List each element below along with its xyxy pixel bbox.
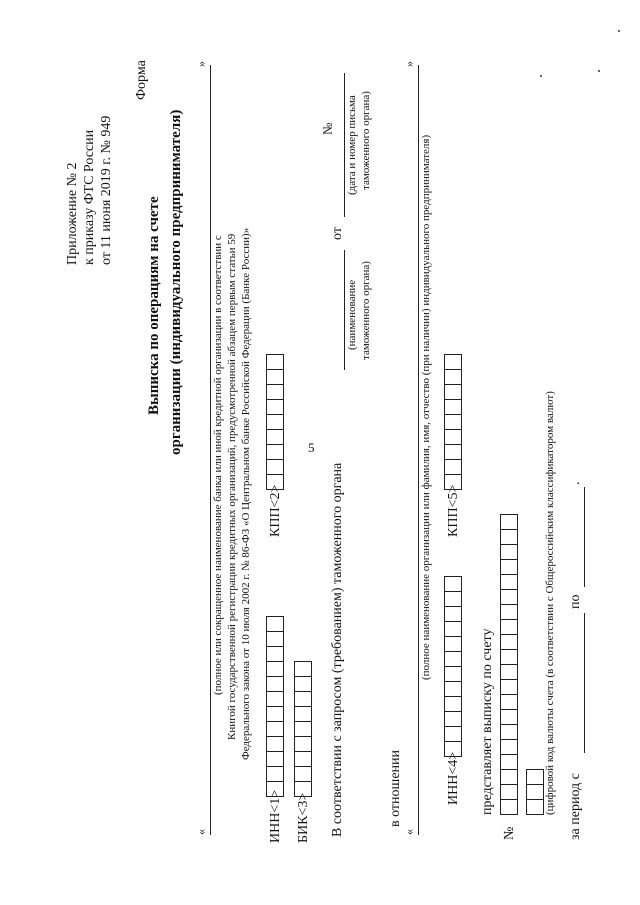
- quote-close-org: »: [402, 61, 416, 67]
- kpp5-cells[interactable]: [444, 354, 462, 490]
- period-end: .: [568, 481, 583, 485]
- presents-text: представляет выписку по счету: [480, 628, 495, 815]
- form-label: Форма: [134, 60, 149, 100]
- period-to-label: по: [568, 594, 583, 609]
- currency-code-cells[interactable]: [526, 769, 544, 815]
- customs-caption-2: таможенного органа): [360, 261, 372, 360]
- org-name-line: [418, 65, 419, 835]
- regarding-label: в отношении: [388, 749, 403, 827]
- period-from-line: [584, 613, 585, 753]
- letter-caption-1: (дата и номер письма: [346, 95, 358, 195]
- bank-caption-3: Федерального закона от 10 июля 2002 г. № 86-ФЗ «О Центральном банке Российской Федерации (Банке России)»: [240, 227, 252, 760]
- request-text: В соответствии с запросом (требованием) таможенного органа: [330, 462, 345, 837]
- title-line-2: организации (индивидуального предпринимателя): [168, 109, 184, 455]
- appendix-line-1: Приложение № 2: [65, 162, 80, 265]
- letter-date-line: [344, 73, 345, 217]
- from-label: от: [330, 227, 345, 240]
- period-from-label: за период с: [568, 773, 583, 840]
- page-number: 5: [308, 440, 315, 455]
- bank-caption-2: Книгой государственной регистрации кредитных организаций, предусмотренной абзацем первым статьи 59: [226, 233, 238, 740]
- bank-caption-1: (полное или сокращенное наименование банка или иной кредитной организации в соответствии с: [212, 235, 224, 695]
- bank-name-line: [210, 65, 211, 835]
- account-number-cells[interactable]: [500, 514, 518, 815]
- bik3-label: БИК<3>: [296, 792, 311, 843]
- account-no-label: №: [502, 826, 517, 840]
- no-label: №: [320, 122, 335, 135]
- period-to-line: [584, 487, 585, 587]
- inn1-label: ИНН<1>: [268, 789, 283, 843]
- quote-open-bank: «: [194, 829, 208, 835]
- inn4-label: ИНН<4>: [446, 751, 461, 805]
- kpp5-label: КПП<5>: [446, 484, 461, 537]
- bik3-cells[interactable]: [294, 661, 312, 797]
- letter-caption-2: таможенного органа): [360, 91, 372, 190]
- customs-name-line: [344, 250, 345, 370]
- customs-caption-1: (наименование: [346, 279, 358, 350]
- inn1-cells[interactable]: [266, 616, 284, 797]
- title-line-1: Выписка по операциям на счете: [146, 196, 162, 415]
- kpp2-cells[interactable]: [266, 354, 284, 490]
- quote-open-org: «: [402, 829, 416, 835]
- appendix-line-3: от 11 июня 2019 г. № 949: [99, 115, 114, 265]
- appendix-line-2: к приказу ФТС России: [82, 129, 97, 265]
- kpp2-label: КПП<2>: [268, 484, 283, 537]
- inn4-cells[interactable]: [444, 576, 462, 757]
- org-name-caption: (полное наименование организации или фамилия, имя, отчество (при наличии) индивидуального предпринимателя): [420, 134, 432, 680]
- quote-close-bank: »: [194, 61, 208, 67]
- currency-caption: (цифровой код валюты счета (в соответствии с Общероссийским классификатором валют): [544, 391, 556, 815]
